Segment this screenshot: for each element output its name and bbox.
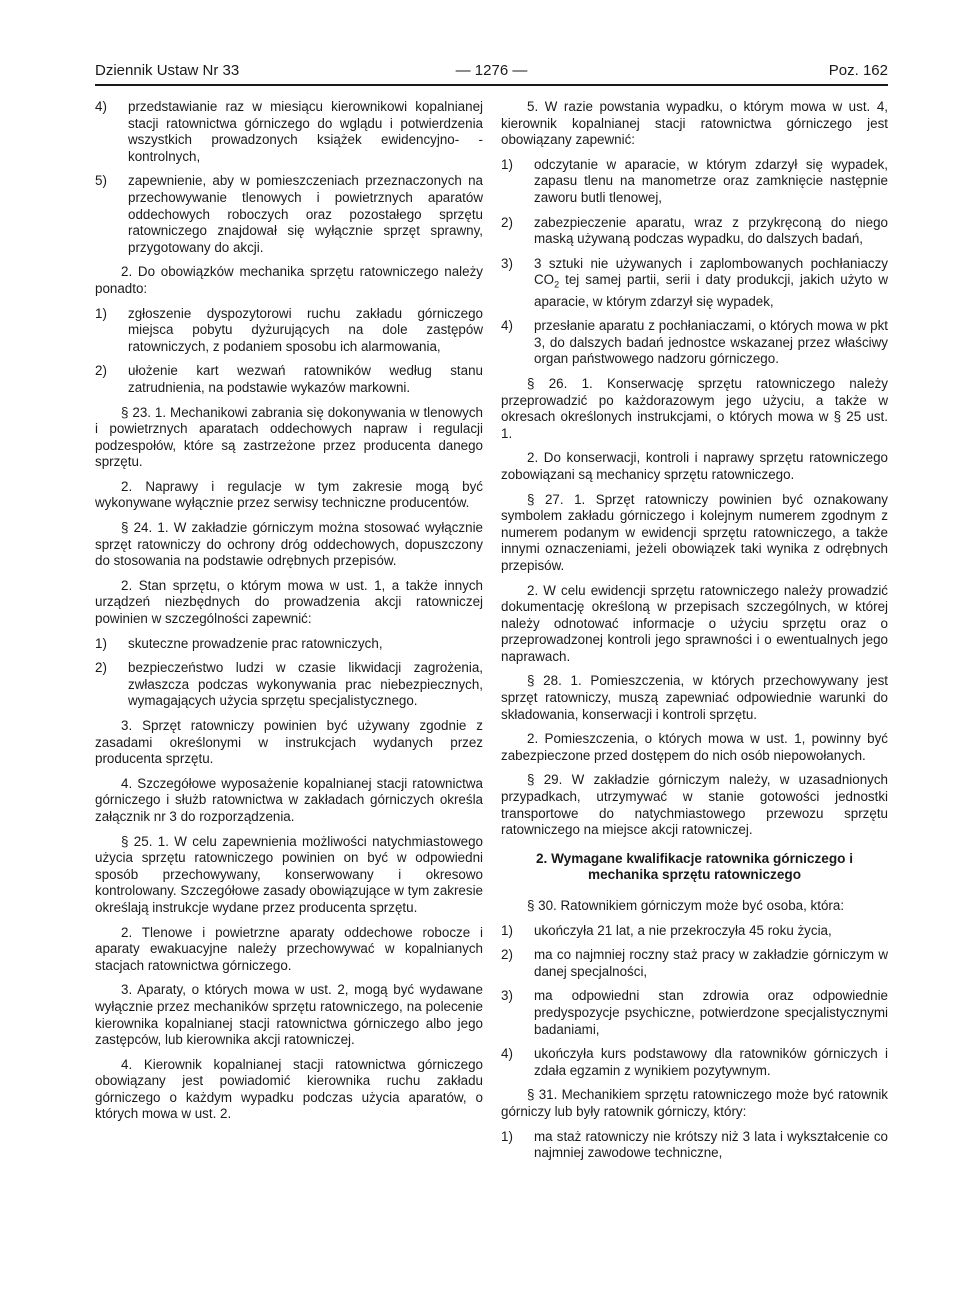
list-item-number: 1) <box>95 305 107 321</box>
journal-title: Dziennik Ustaw Nr 33 <box>95 62 240 79</box>
paragraph: § 30. Ratownikiem górniczym może być osoba, która: <box>527 898 845 914</box>
list-item-number: 2) <box>95 363 107 379</box>
paragraph: § 23. 1. Mechanikowi zabrania się dokonywania w tlenowych i powietrznych aparatach oddechowych napraw i regulacji podzespołów, które są zastrzeżone przez producenta danego sprzętu. <box>95 404 483 470</box>
list-item <box>501 1129 888 1162</box>
paragraph: 2. Naprawy i regulacje w tym zakresie mogą być wykonywane wyłącznie przez serwisy techniczne producentów. <box>95 478 483 511</box>
list-item-text: ułożenie kart wezwań ratowników według stanu zatrudnienia, na podstawie wykazów markowni. <box>128 363 483 395</box>
list-item-text: ma staż ratowniczy nie krótszy niż 3 lata i wykształcenie co najmniej zawodowe techniczne, <box>534 1128 888 1161</box>
paragraph: 2. Pomieszczenia, o których mowa w ust. 1, powinny być zabezpieczone przed dostępem do nich osób niepowołanych. <box>501 731 888 763</box>
right-column <box>501 99 888 1170</box>
list-item <box>95 636 483 653</box>
list-item-text: przedstawianie raz w miesiącu kierownikowi kopalnianej stacji ratownictwa górniczego do wglądu i potwierdzenia wszystkich prowadzonych książek ewidencyjno- -kontrolnych, <box>128 99 483 164</box>
paragraph: § 27. 1. Sprzęt ratowniczy powinien być oznakowany symbolem zakładu górniczego i kolejnym numerem zgodnym z numerem podanym w ewidencji sprzętu ratowniczego, a także innymi oznaczeniami, jeżeli obowiązek taki wynika z odrębnych przepisów. <box>501 491 888 573</box>
list-item-number: 4) <box>501 318 513 334</box>
header-rule <box>95 84 888 86</box>
paragraph: § 29. W zakładzie górniczym należy, w uzasadnionych przypadkach, utrzymywać w stanie gotowości jednostki transportowe do natychmiastowego przewozu sprzętu ratowniczego na miejsce akcji ratowniczej. <box>501 772 888 838</box>
list-item <box>501 923 888 940</box>
list-item-text: zgłoszenie dyspozytorowi ruchu zakładu górniczego miejsca pobytu dyżurujących na dole zastępów ratowniczych, z podaniem sposobu ich alarmowania, <box>128 305 483 354</box>
list-item-text: skuteczne prowadzenie prac ratowniczych, <box>128 635 383 651</box>
list-item-number: 1) <box>501 156 513 172</box>
list-item-text: zabezpieczenie aparatu, wraz z przykręconą do niego maską używaną podczas wypadku, do dalszych badań, <box>534 214 888 247</box>
paragraph: § 26. 1. Konserwację sprzętu ratowniczego należy przeprowadzić po każdorazowym jego użyciu, a także w okresach określonych instrukcjami, o których mowa w § 25 ust. 1. <box>501 375 888 441</box>
paragraph: 4. Szczegółowe wyposażenie kopalnianej stacji ratownictwa górniczego i służb ratownictwa w zakładach górniczych określa załącznik nr 3 do rozporządzenia. <box>95 775 483 824</box>
list-item <box>95 363 483 396</box>
position-number: Poz. 162 <box>828 62 888 79</box>
paragraph: § 28. 1. Pomieszczenia, w których przechowywany jest sprzęt ratowniczy, muszą zapewniać odpowiednie warunki do składowania, konserwacji i kontroli sprzętu. <box>501 673 888 722</box>
paragraph: 2. W celu ewidencji sprzętu ratowniczego należy prowadzić dokumentację określoną w przepisach szczególnych, w której należy odnotować informacje o użyciu sprzętu oraz o przeprowadzonej kontroli jego sprawności i o ewentualnych jego naprawach. <box>501 582 888 664</box>
page-header <box>95 62 888 84</box>
list-item-number: 4) <box>501 1046 513 1062</box>
list-item-number: 4) <box>95 99 107 114</box>
list-item <box>501 988 888 1038</box>
list-item <box>501 215 888 248</box>
paragraph: 3. Sprzęt ratowniczy powinien być używany zgodnie z zasadami określonymi w instrukcjach wydanych przez producenta sprzętu. <box>95 718 483 767</box>
paragraph: 2. Do obowiązków mechanika sprzętu ratowniczego należy ponadto: <box>95 264 483 296</box>
paragraph: 2. Do konserwacji, kontroli i naprawy sprzętu ratowniczego zobowiązani są mechanicy sprzętu ratowniczego. <box>501 450 888 482</box>
list-item-number: 1) <box>95 635 107 651</box>
paragraph: § 24. 1. W zakładzie górniczym można stosować wyłącznie sprzęt ratowniczy do ochrony dróg oddechowych, dopuszczony do stosowania na podstawie odrębnych przepisów. <box>95 520 483 569</box>
list-item-text: ma odpowiedni stan zdrowia oraz odpowiednie predyspozycje psychiczne, potwierdzone specjalistycznymi badaniami, <box>534 988 888 1037</box>
paragraph: § 25. 1. W celu zapewnienia możliwości natychmiastowego użycia sprzętu ratowniczego powinien on być w odpowiedni sposób przechowywany, konserwowany i okresowo kontrolowany. Szczegółowe zasady obowiązujące w tym zakresie określają instrukcje wydane przez producenta sprzętu. <box>95 833 483 915</box>
list-item-number: 2) <box>501 947 513 963</box>
list-item <box>95 99 483 165</box>
list-item <box>95 660 483 710</box>
list-item <box>95 173 483 256</box>
paragraph: 4. Kierownik kopalnianej stacji ratownictwa górniczego obowiązany jest powiadomić kierownika ruchu zakładu górniczego o każdym wypadku podczas użycia aparatów, o których mowa w ust. 2. <box>95 1056 483 1122</box>
list-item-text: zapewnienie, aby w pomieszczeniach przeznaczonych na przechowywanie tlenowych i powietrznych aparatów oddechowych roboczych oraz pozostałego sprzętu ratowniczego znajdował się wyłącznie sprzęt sprawny, przygotowany do akcji. <box>128 173 483 255</box>
page-number: — 1276 — <box>455 62 528 79</box>
list-item-text: odczytanie w aparacie, w którym zdarzył się wypadek, zapasu tlenu na manometrze oraz zamknięcie następnie zaworu butli tlenowej, <box>534 156 888 205</box>
list-item-number: 5) <box>95 173 107 189</box>
list-item-text: ukończyła kurs podstawowy dla ratowników górniczych i zdała egzamin z wynikiem pozytywnym. <box>534 1046 888 1078</box>
list-item-text: ukończyła 21 lat, a nie przekroczyła 45 roku życia, <box>534 922 832 938</box>
paragraph: 5. W razie powstania wypadku, o którym mowa w ust. 4, kierownik kopalnianej stacji ratownictwa górniczego jest obowiązany zapewnić: <box>501 99 888 148</box>
list-item-number: 2) <box>95 660 107 676</box>
paragraph: 2. Tlenowe i powietrzne aparaty oddechowe robocze i aparaty ewakuacyjne należy przechowywać w kopalnianych stacjach ratownictwa górniczego. <box>95 924 483 973</box>
list-item-number: 3) <box>501 988 513 1004</box>
paragraph: 2. Stan sprzętu, o którym mowa w ust. 1, a także innych urządzeń niezbędnych do prowadzenia akcji ratowniczej powinien w szczególności zapewnić: <box>95 577 483 627</box>
list-item <box>501 1046 888 1079</box>
list-item-text: 3 sztuki nie używanych i zaplombowanych pochłaniaczy $CO_2$ tej samej partii, serii i daty produkcji, jakich użyto w aparacie, w którym zdarzył się wypadek, <box>534 255 888 309</box>
left-column <box>95 99 483 1131</box>
list-item-number: 1) <box>501 922 513 938</box>
list-item <box>95 306 483 356</box>
list-item-number: 2) <box>501 214 513 230</box>
list-item <box>501 947 888 980</box>
list-item-number: 3) <box>501 255 513 271</box>
list-item <box>501 157 888 207</box>
list-item <box>501 318 888 368</box>
list-item <box>501 256 888 310</box>
list-item-text: bezpieczeństwo ludzi w czasie likwidacji zagrożenia, zwłaszcza podczas wykonywania prac niebezpiecznych, wymagających użycia sprzętu specjalistycznego. <box>128 660 483 709</box>
list-item-text: ma co najmniej roczny staż pracy w zakładzie górniczym w danej specjalności, <box>534 947 888 979</box>
list-item-number: 1) <box>501 1128 513 1144</box>
section-heading: 2. Wymagane kwalifikacje ratownika górniczego i mechanika sprzętu ratowniczego <box>535 850 854 883</box>
list-item-text: przesłanie aparatu z pochłaniaczami, o których mowa w pkt 3, do dalszych badań jednostce wskazanej przez właściwy organ państwowego nadzoru górniczego. <box>534 318 888 367</box>
paragraph: 3. Aparaty, o których mowa w ust. 2, mogą być wydawane wyłącznie przez mechaników sprzętu ratowniczego, na polecenie kierownika kopalnianej stacji ratownictwa górniczego albo jego zastępców, lub kierownika akcji ratowniczej. <box>95 982 483 1048</box>
paragraph: § 31. Mechanikiem sprzętu ratowniczego może być ratownik górniczy lub były ratownik górniczy, który: <box>501 1087 888 1119</box>
